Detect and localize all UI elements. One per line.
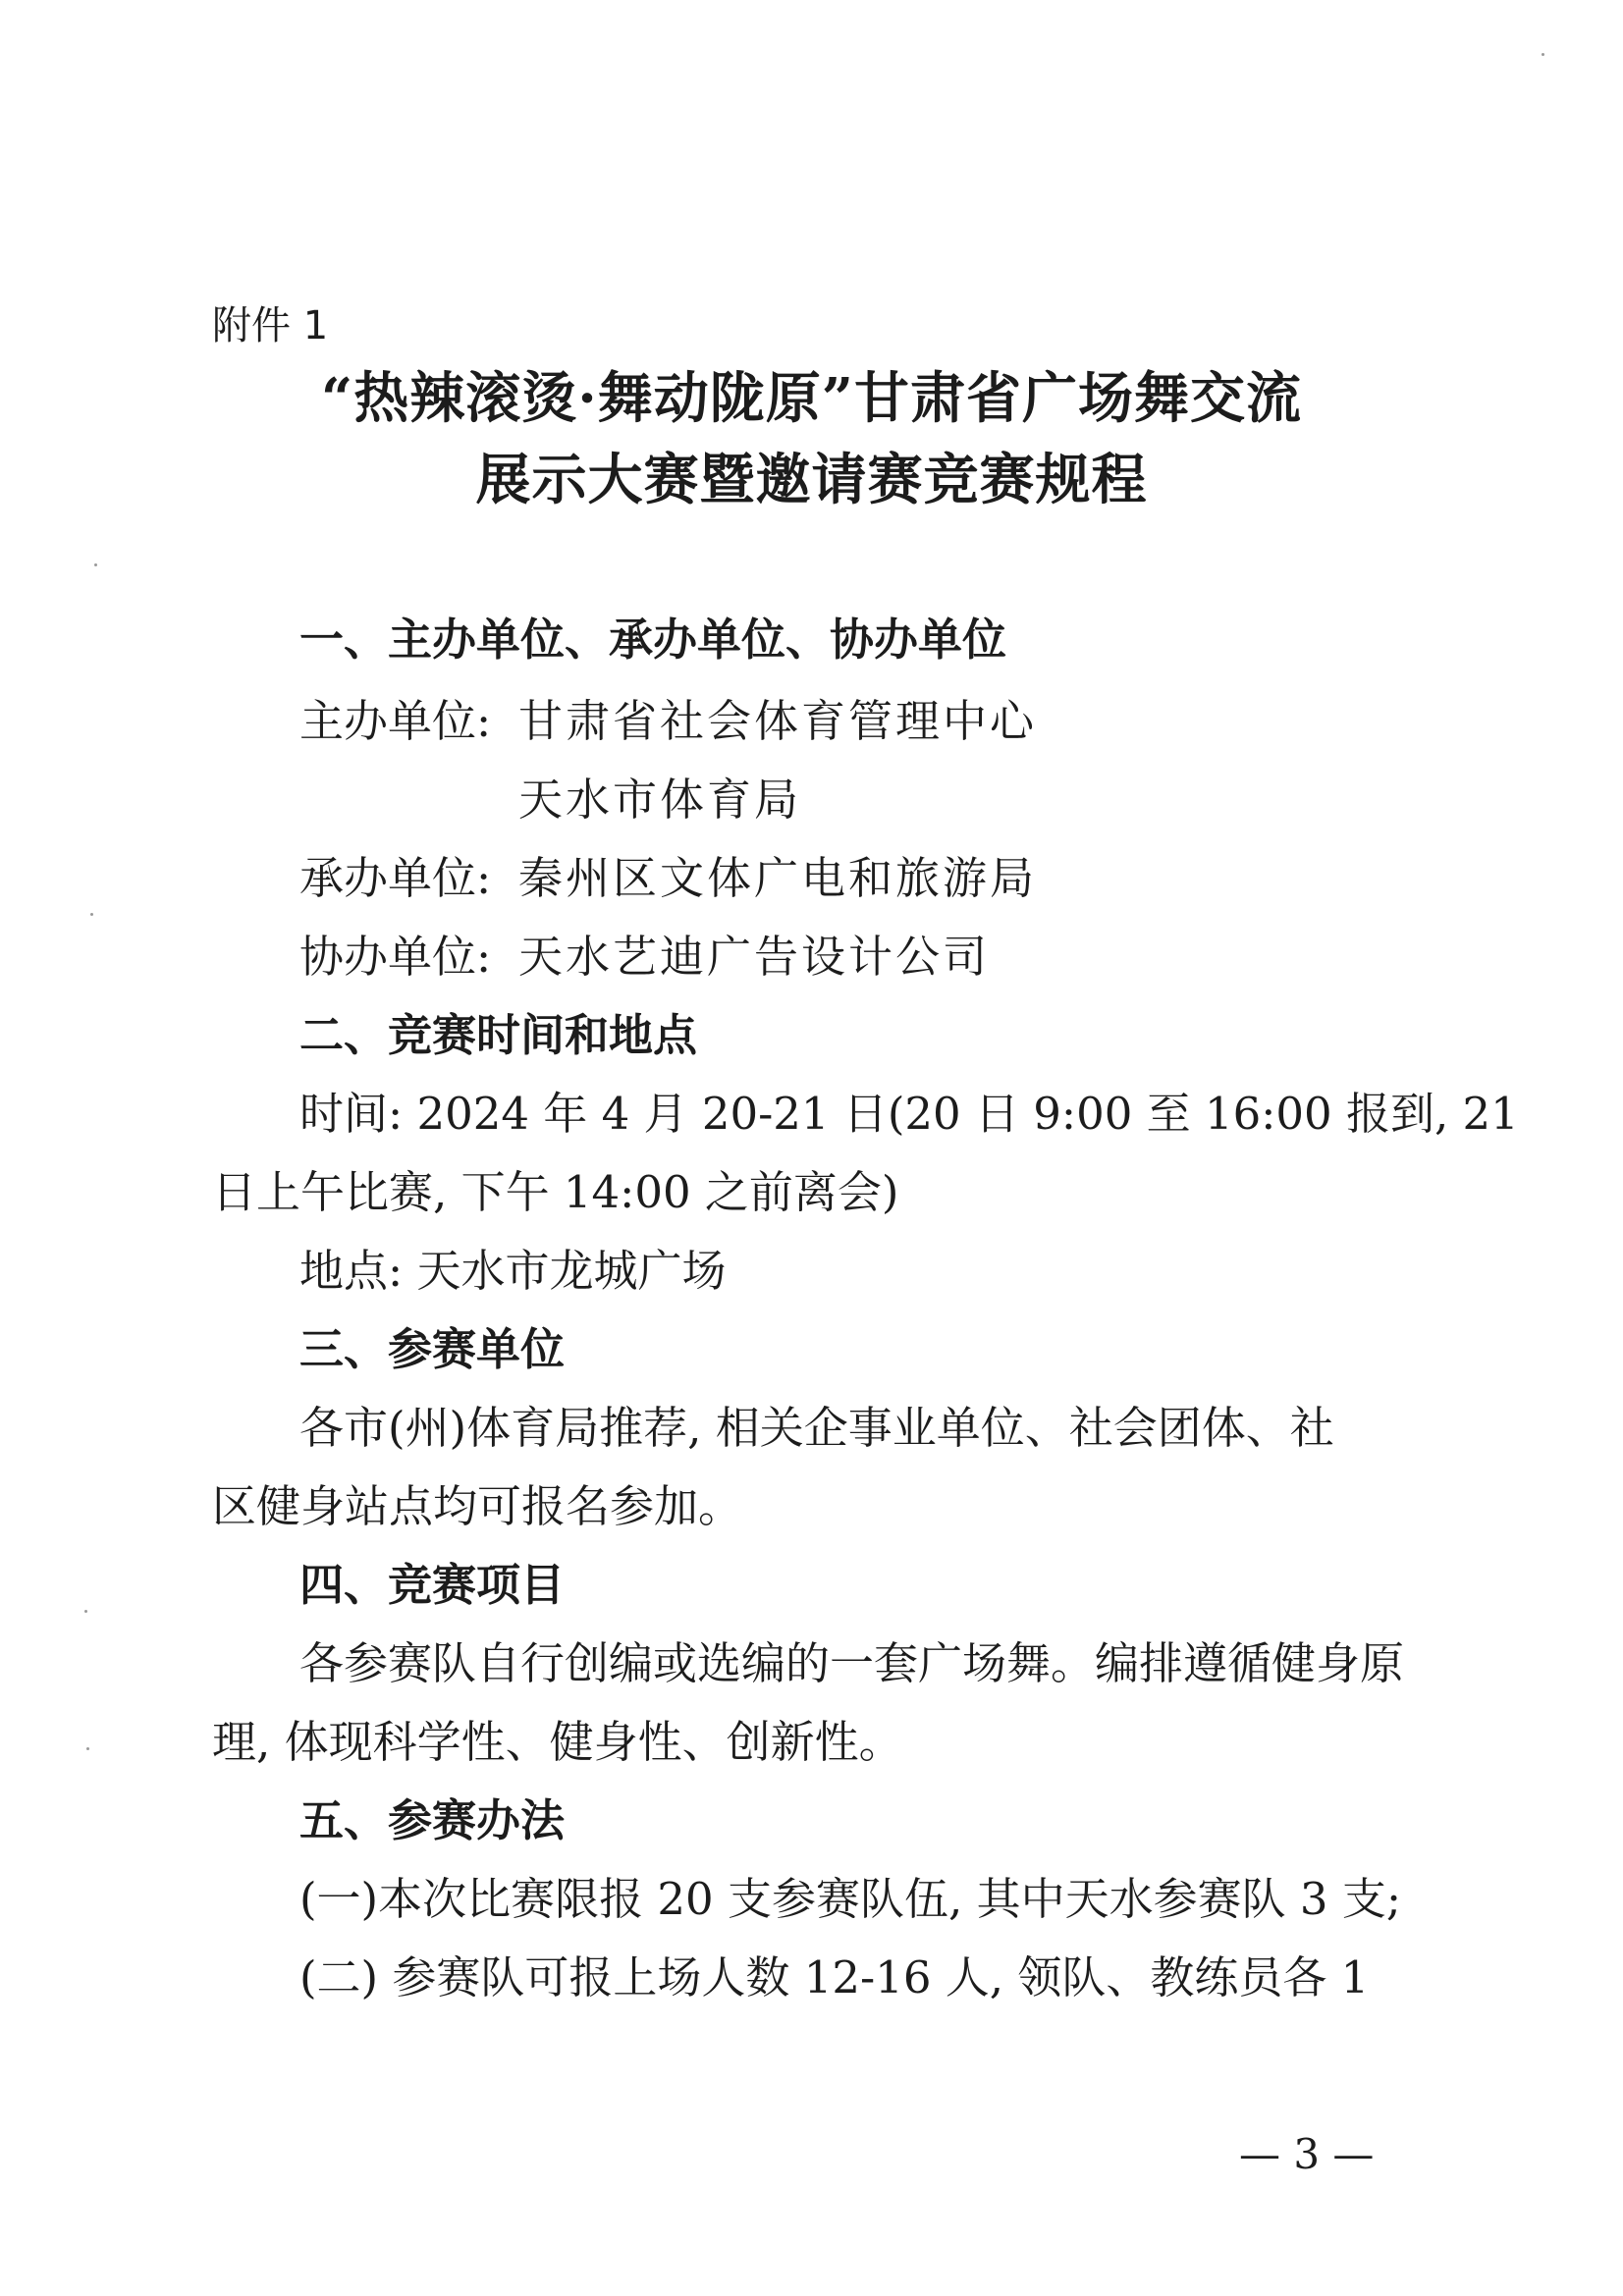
title-line-2: 展示大赛暨邀请赛竞赛规程 (475, 448, 1148, 512)
time-line-2: 日上午比赛, 下午 14:00 之前离会) (212, 1166, 899, 1218)
time-line-1: 时间: 2024 年 4 月 20-21 日(20 日 9:00 至 16:00 报到, 21 (299, 1088, 1519, 1140)
scan-speck (1542, 53, 1544, 56)
scan-speck (84, 1610, 87, 1613)
organizer-1: 甘肃省社会体育管理中心 (518, 695, 1038, 747)
place-line: 地点: 天水市龙城广场 (299, 1245, 727, 1297)
section-4-heading: 四、竞赛项目 (299, 1559, 566, 1611)
section-4-line-2: 理, 体现科学性、健身性、创新性。 (212, 1716, 903, 1768)
section-3-line-2: 区健身站点均可报名参加。 (212, 1480, 743, 1532)
section-3-line-1: 各市(州)体育局推荐, 相关企事业单位、社会团体、社 (299, 1402, 1334, 1454)
section-5-item-2: (二) 参赛队可报上场人数 12-16 人, 领队、教练员各 1 (299, 1951, 1370, 2003)
attachment-label: 附件 1 (212, 303, 329, 348)
organizer-label: 主办单位: (299, 695, 492, 747)
section-1-heading: 一、主办单位、承办单位、协办单位 (299, 614, 1007, 666)
title-line-1: “热辣滚烫·舞动陇原”甘肃省广场舞交流 (321, 366, 1302, 431)
section-4-line-1: 各参赛队自行创编或选编的一套广场舞。编排遵循健身原 (299, 1637, 1405, 1689)
page-number: — 3 — (1239, 2130, 1375, 2178)
scan-speck (86, 1747, 89, 1750)
scan-speck (90, 913, 93, 916)
host-label: 承办单位: (299, 852, 492, 904)
section-2-heading: 二、竞赛时间和地点 (299, 1009, 698, 1061)
coorganizer-unit: 天水艺迪广告设计公司 (518, 931, 991, 983)
host-unit: 秦州区文体广电和旅游局 (518, 852, 1038, 904)
scan-speck (94, 563, 97, 566)
organizer-2: 天水市体育局 (518, 774, 802, 826)
section-3-heading: 三、参赛单位 (299, 1323, 566, 1375)
coorganizer-label: 协办单位: (299, 931, 492, 983)
section-5-item-1: (一)本次比赛限报 20 支参赛队伍, 其中天水参赛队 3 支; (299, 1873, 1401, 1925)
section-5-heading: 五、参赛办法 (299, 1794, 566, 1846)
